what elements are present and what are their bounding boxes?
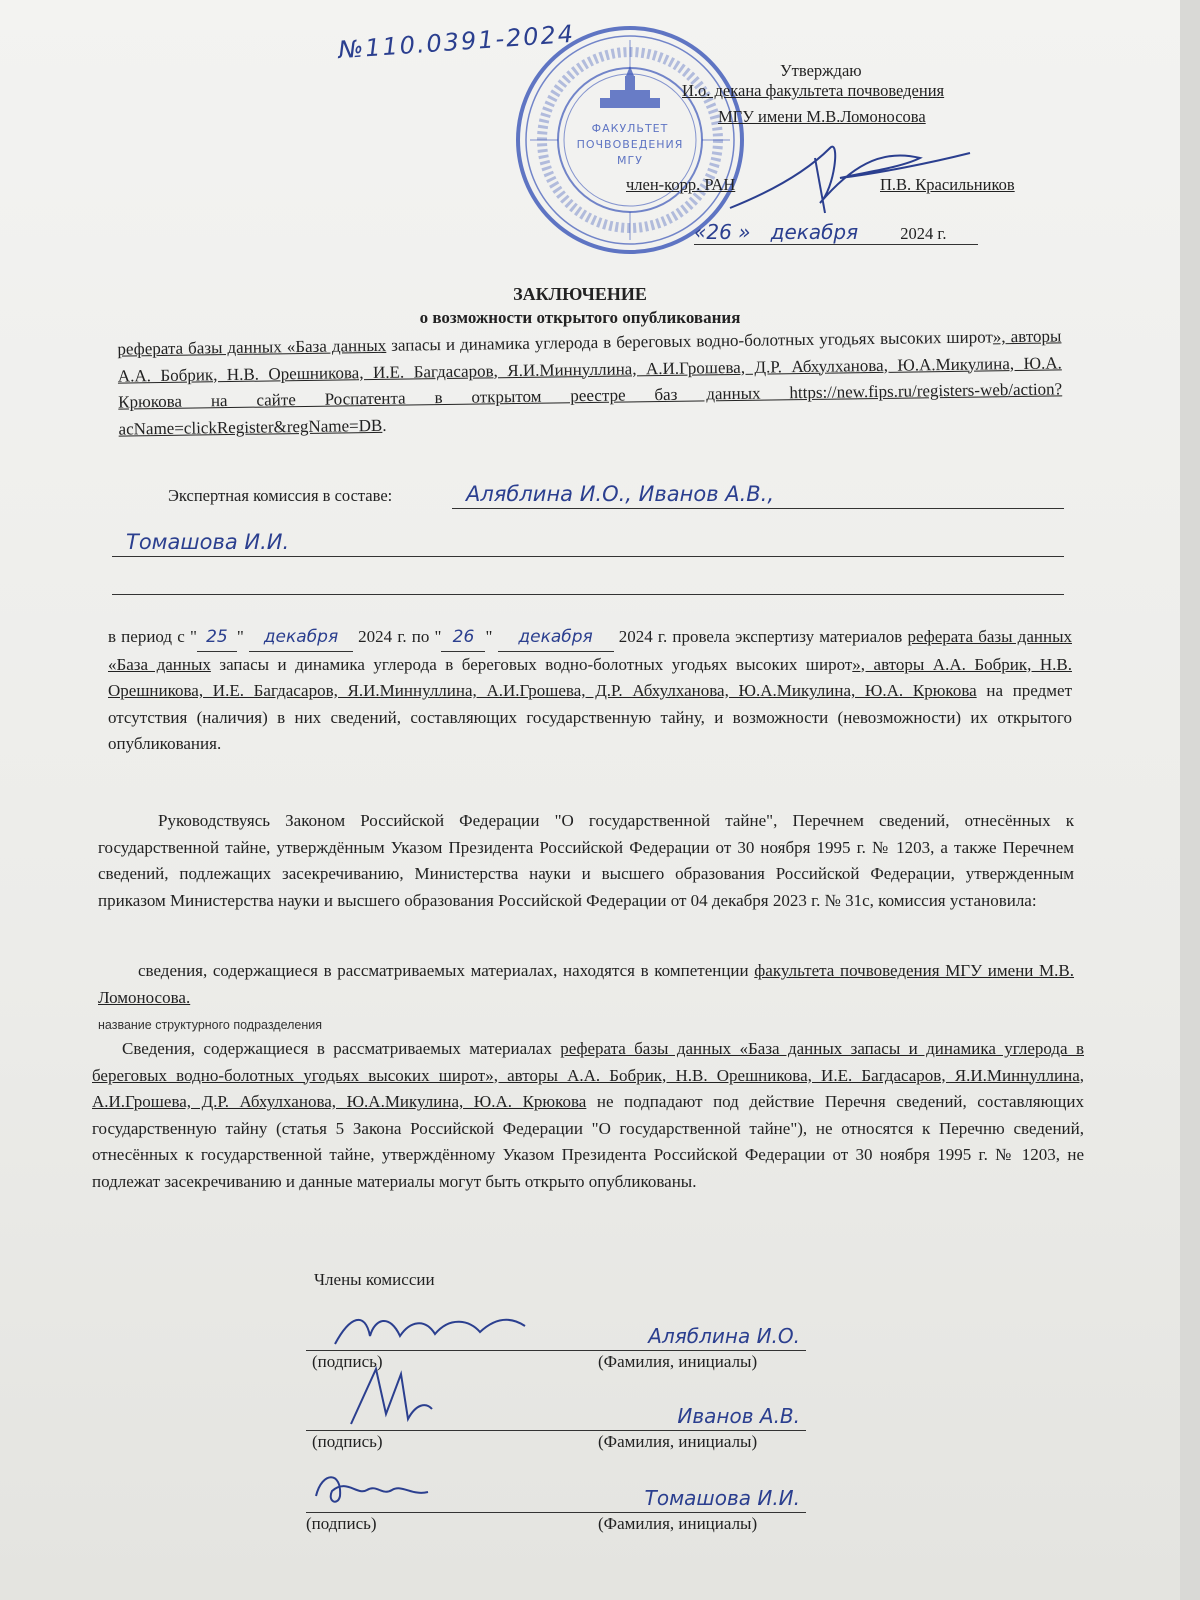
period-subject: реферата базы данных «База данных (108, 627, 1072, 674)
conclusion-text: Сведения, содержащиеся в рассматриваемых материалах (122, 1039, 561, 1058)
seal-line-1: ФАКУЛЬТЕТ (591, 122, 669, 135)
subject-authors: », авторы А.А. Бобрик, Н.В. Орешникова, И.Е. Багдасаров, Я.И.Миннуллина, А.И.Грошева, Д.Р. Абхулханова, Ю.А.Микулина, Ю.А. Крюкова на сайте Роспатента в открытом реестре баз данных https://new.fips.ru/registers-web/action?acName=clickRegister&regName=DB (117, 326, 1063, 439)
seal-line-3: МГУ (617, 154, 643, 167)
commission-members-2: Томашова И.И. (126, 530, 290, 554)
legal-basis-paragraph: Руководствуясь Законом Российской Федерации "О государственной тайне", Перечнем сведений, отнесённых к государственной тайне, утверждённым Указом Президента Российской Федерации от 30 ноября 1995 г. № 1203, а также Перечнем сведений, подлежащих засекречиванию, Министерства науки и высшего образования Российской Федерации, утвержденным приказом Министерства науки и высшего образования Российской Федерации от 04 декабря 2023 г. № 31с, комиссия установила: (98, 811, 1074, 910)
member-name-3: Томашова И.И. (644, 1486, 800, 1510)
period-start-day: 25 (197, 624, 237, 652)
member-name-1: Аляблина И.О. (648, 1324, 800, 1348)
period-paragraph (108, 624, 1072, 758)
period-text-4: " (485, 627, 493, 646)
commission-label: Экспертная комиссия в составе: (168, 486, 393, 505)
period-text-3: 2024 г. по " (353, 627, 442, 646)
conclusion-rest: не подпадают под действие Перечня сведений, составляющих государственную тайну (статья 5 Закона Российской Федерации "О государственной тайне"), не относятся к Перечню сведений, отнесённых к государственной тайне, утверждённому Указом Президента Российской Федерации от 30 ноября 1995 г. № 1203, не подлежат засекречиванию и данные материалы могут быть открыто опубликованы. (92, 1092, 1084, 1191)
members-title: Члены комиссии (314, 1270, 435, 1289)
signature-row-1 (306, 1312, 806, 1351)
approval-university: МГУ имени М.В.Ломоносова (718, 107, 926, 126)
sign-caption-3: (подпись) (306, 1514, 377, 1533)
period-start-month: декабря (249, 624, 353, 652)
approval-year: 2024 г. (900, 224, 947, 243)
name-caption-2: (Фамилия, инициалы) (598, 1432, 758, 1451)
sign-caption-1: (подпись) (312, 1352, 383, 1371)
document-number: №110.0391-2024 (337, 19, 576, 65)
signature-3 (312, 1466, 432, 1510)
commission-line-3 (112, 570, 1064, 595)
member-name-2: Иванов А.В. (677, 1404, 800, 1428)
commission-line-1 (452, 482, 1064, 509)
approval-date (694, 220, 978, 245)
approval-month: декабря (770, 220, 859, 244)
conclusion-paragraph (92, 1036, 1084, 1195)
document-subtitle: о возможности открытого опубликования (419, 308, 741, 327)
period-rest: на предмет отсутствия (наличия) в них сведений, составляющих государственную тайну, и возможности (невозможности) их открытого опубликования. (108, 681, 1072, 753)
sign-caption-2: (подпись) (312, 1432, 383, 1451)
name-caption-1: (Фамилия, инициалы) (598, 1352, 758, 1371)
unit-caption: название структурного подразделения (98, 1018, 323, 1032)
period-authors: », авторы А.А. Бобрик, Н.В. Орешникова, И.Е. Багдасаров, Я.И.Миннуллина, А.И.Грошева, Д.Р. Абхулханова, Ю.А.Микулина, Ю.А. Крюкова (108, 654, 1072, 700)
name-caption-3: (Фамилия, инициалы) (598, 1514, 758, 1533)
commission-line-2 (112, 530, 1064, 557)
period-text-5: 2024 г. провела экспертизу материалов (613, 627, 908, 646)
period-end-month: декабря (498, 624, 614, 652)
signature-2 (346, 1364, 436, 1430)
period-subject-text: запасы и динамика углерода в береговых водно-болотных угодьях высоких широт (210, 654, 853, 674)
period-text-2: " (236, 627, 244, 646)
approval-day: «26 » (694, 220, 751, 244)
signature-1 (330, 1306, 530, 1350)
conclusion-subject: реферата базы данных «База данных запасы и динамика углерода в береговых водно-болотных угодьях высоких широт», авторы А.А. Бобрик, Н.В. Орешникова, И.Е. Багдасаров, Я.И.Миннуллина, А.И.Грошева, Д.Р. Абхулханова, Ю.А.Микулина, Ю.А. Крюкова (92, 1039, 1084, 1111)
competence-paragraph (98, 958, 1074, 1011)
subject-end: . (382, 415, 387, 435)
commission-members-1: Аляблина И.О., Иванов А.В., (466, 482, 775, 506)
signature-row-3 (306, 1474, 806, 1513)
period-end-day: 26 (441, 624, 485, 652)
subject-paragraph (117, 323, 1062, 442)
competence-text: сведения, содержащиеся в рассматриваемых материалах, находятся в компетенции (138, 961, 755, 980)
subject-name: реферата базы данных «База данных (117, 335, 387, 359)
approval-rank: член-корр. РАН (626, 175, 736, 194)
competence-unit: факультета почвоведения МГУ имени М.В. Ломоносова. (98, 961, 1074, 1007)
signature-row-2 (306, 1392, 806, 1431)
subject-text: запасы и динамика углерода в береговых водно-болотных угодьях высоких широт (386, 327, 993, 355)
approval-name: П.В. Красильников (880, 175, 1015, 194)
seal-line-2: ПОЧВОВЕДЕНИЯ (576, 138, 684, 151)
approval-heading: Утверждаю (780, 61, 862, 80)
document-title: ЗАКЛЮЧЕНИЕ (513, 284, 647, 304)
period-text-1: в период с " (108, 627, 197, 646)
approval-position: И.о. декана факультета почвоведения (682, 81, 945, 100)
